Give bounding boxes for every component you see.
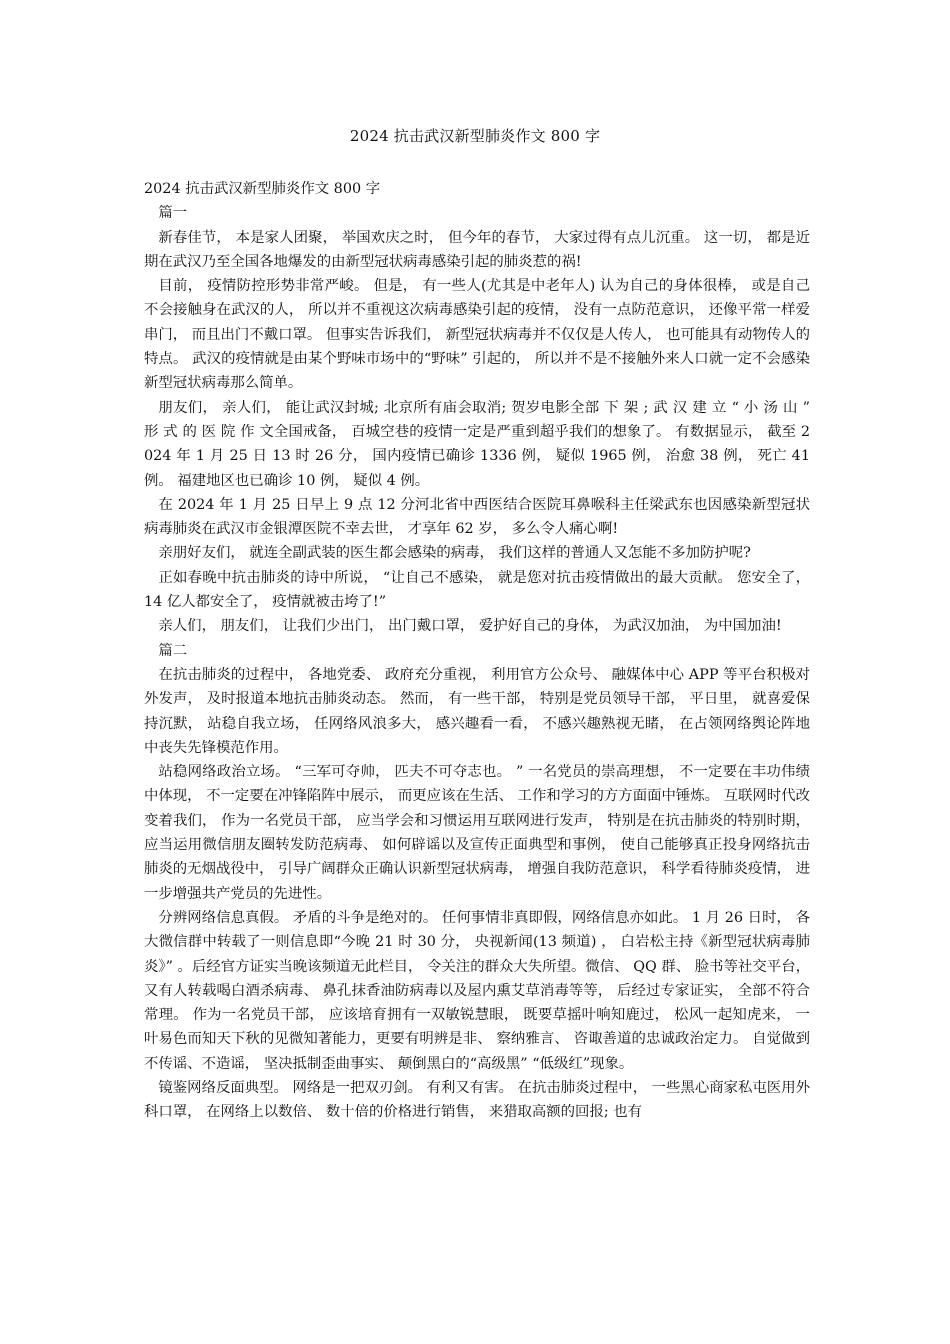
paragraph: 亲人们， 朋友们， 让我们少出门， 出门戴口罩， 爱护好自己的身体， 为武汉加油， 为中国加油!	[158, 618, 782, 635]
document-body	[144, 177, 810, 1125]
paragraph: 分辨网络信息真假。 矛盾的斗争是绝对的。 任何事情非真即假，网络信息亦如此。 1 月 26 日时， 各大微信群中转载了一则信息即“今晚 21 时 30 分， 央视新闻(13 频道) ， 白岩松主持《新型冠状病毒肺炎》” 。后经官方证实当晚该频道无此栏目， 令关注的群众大失所望。微信、 QQ 群、 脸书等社交平台， 又有人转载喝白酒杀病毒、 鼻孔抹香油防病毒以及屋内熏艾草消毒等等， 后经过专家证实， 全部不符合常理。 作为一名党员干部， 应该培育拥有一双敏锐慧眼， 既要草摇叶响知鹿过， 松风一起知虎来， 一叶易色而知天下秋的见微知著能力，更要有明辨是非、 察纳雅言、 咨诹善道的忠诚政治定力。 自觉做到不传谣、不造谣， 坚决抵制歪曲事实、 颠倒黑白的“高级黑” “低级红”现象。	[144, 909, 810, 1072]
paragraph: 在抗击肺炎的过程中， 各地党委、 政府充分重视， 利用官方公众号、 融媒体中心 APP 等平台积极对外发声， 及时报道本地抗击肺炎动态。 然而， 有一些干部， 特别是党员领导干部， 平日里， 就喜爱保持沉默， 站稳自我立场， 任网络风浪多大， 感兴趣看一看， 不感兴趣熟视无睹， 在占领网络舆论阵地中丧失先锋模范作用。	[144, 666, 810, 756]
document-subtitle: 2024 抗击武汉新型肺炎作文 800 字	[144, 181, 381, 197]
paragraph: 亲朋好友们， 就连全副武装的医生都会感染的病毒， 我们这样的普通人又怎能不多加防护呢?	[158, 545, 751, 562]
paragraph: 目前， 疫情防控形势非常严峻。 但是， 有一些人(尤其是中老年人) 认为自己的身体很棒， 或是自己不会接触身在武汉的人， 所以并不重视这次病毒感染引起的疫情， 没有一点防范意识， 还像平常一样爱串门， 而且出门不戴口罩。 但事实告诉我们， 新型冠状病毒并不仅仅是人传人， 也可能具有动物传人的特点。 武汉的疫情就是由某个野味市场中的“野味” 引起的， 所以并不是不接触外来人口就一定不会感染新型冠状病毒那么简单。	[144, 278, 810, 392]
paragraph: 站稳网络政治立场。 “三军可夺帅， 匹夫不可夺志也。 ” 一名党员的崇高理想， 不一定要在丰功伟绩中体现， 不一定要在冲锋陷阵中展示， 而更应该在生活、 工作和学习的方方面面中锤炼。 互联网时代改变着我们， 作为一名党员干部， 应当学会和习惯运用互联网进行发声， 特别是在抗击肺炎的特别时期， 应当运用微信朋友圈转发防范病毒、 如何辟谣以及宣传正面典型和事例， 使自己能够真正投身网络抗击肺炎的无烟战役中， 引导广阔群众正确认识新型冠状病毒， 增强自我防范意识， 科学看待肺炎疫情， 进一步增强共产党员的先进性。	[144, 764, 810, 902]
section-heading-1: 篇一	[158, 205, 188, 222]
section-heading-2: 篇二	[158, 642, 188, 659]
paragraph: 在 2024 年 1 月 25 日早上 9 点 12 分河北省中西医结合医院耳鼻喉科主任梁武东也因感染新型冠状病毒肺炎在武汉市金银潭医院不幸去世， 才享年 62 岁， 多么令人痛心啊!	[144, 496, 810, 538]
paragraph: 新春佳节， 本是家人团聚， 举国欢庆之时， 但今年的春节， 大家过得有点儿沉重。 这一切， 都是近期在武汉乃至全国各地爆发的由新型冠状病毒感染引起的肺炎惹的祸!	[144, 229, 810, 270]
document-title: 2024 抗击武汉新型肺炎作文 800 字	[349, 127, 601, 145]
paragraph: 镜鉴网络反面典型。 网络是一把双刃剑。 有利又有害。 在抗击肺炎过程中， 一些黑心商家私屯医用外科口罩， 在网络上以数倍、 数十倍的价格进行销售， 来猎取高额的回报; 也有	[144, 1079, 810, 1121]
paragraph: 正如春晚中抗击肺炎的诗中所说， “让自己不感染， 就是您对抗击疫情做出的最大贡献。 您安全了， 14 亿人都安全了， 疫情就被击垮了!”	[144, 569, 810, 611]
paragraph: 朋友们， 亲人们， 能让武汉封城; 北京所有庙会取消; 贺岁电影全部 下 架 ; 武 汉 建 立 “ 小 汤 山 ” 形 式 的 医 院 作 文全国戒备， 百城空巷的疫情一定是严重到超乎我们的想象了。 有数据显示， 截至 2024 年 1 月 25 日 13 时 26 分， 国内疫情已确诊 1336 例， 疑似 1965 例， 治愈 38 例， 死亡 41例。 福建地区也已确诊 10 例， 疑似 4 例。	[144, 399, 810, 489]
